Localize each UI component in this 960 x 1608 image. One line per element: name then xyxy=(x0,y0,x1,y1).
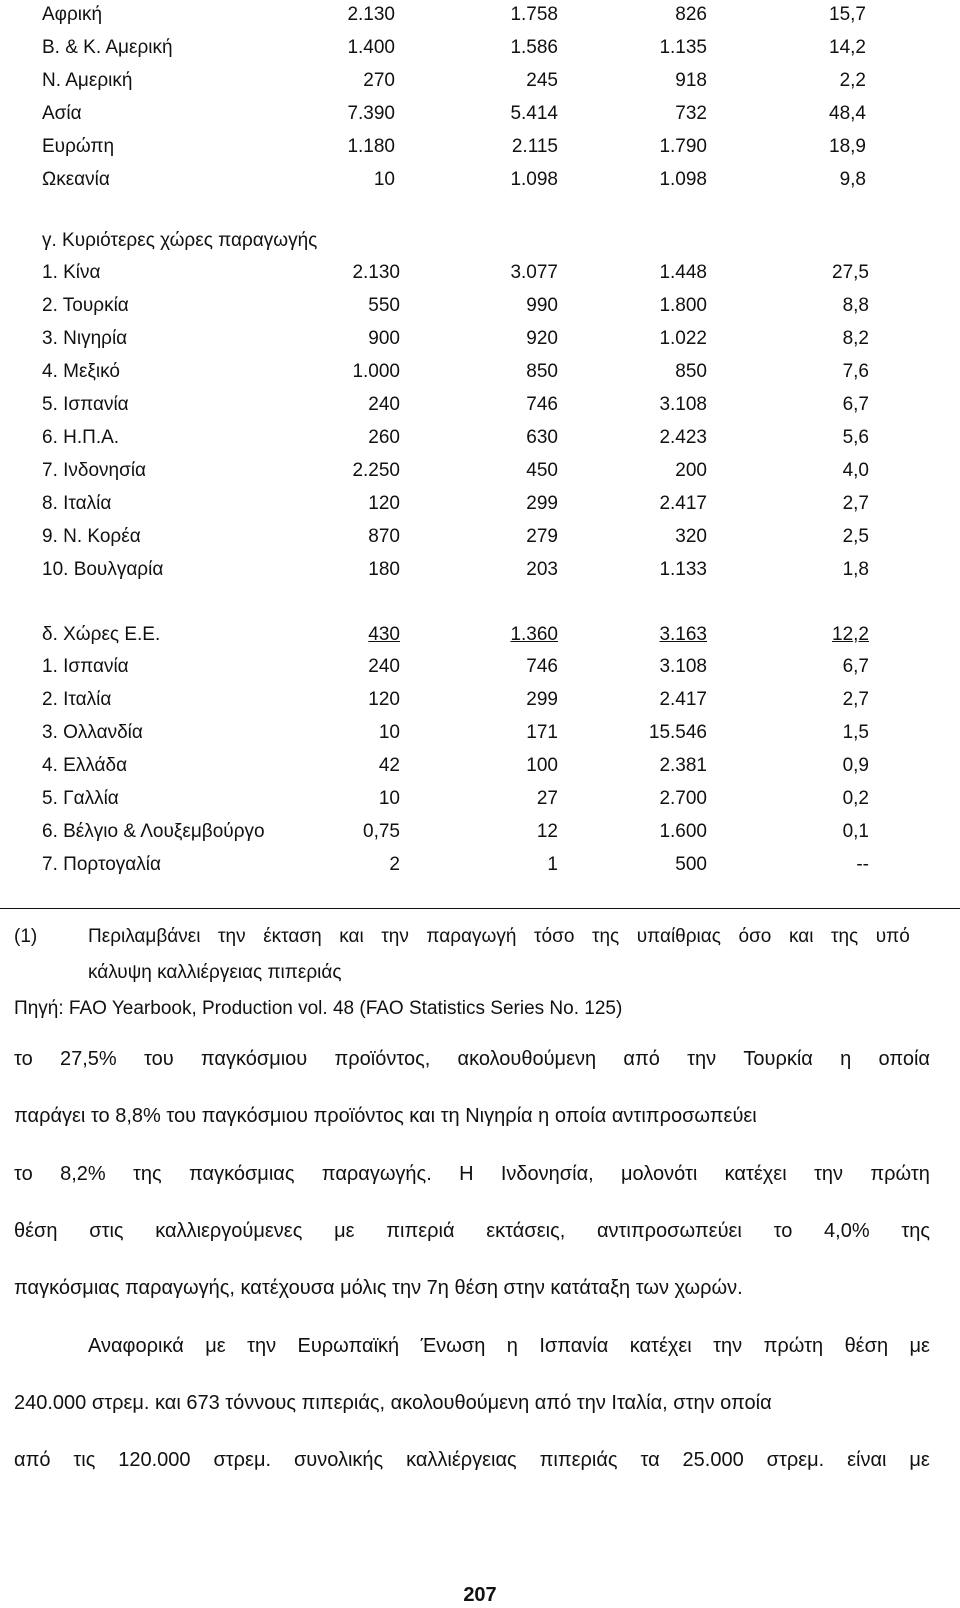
row-value-c4: 18,9 xyxy=(829,136,866,157)
row-value-c3: 1.133 xyxy=(659,559,707,580)
row-value-c3: 3.163 xyxy=(659,624,707,645)
table-row xyxy=(0,751,960,781)
body-line: 240.000 στρεμ. και 673 τόννους πιπεριάς, ακολουθούμενη από την Ιταλία, στην οποία xyxy=(14,1392,772,1414)
row-label: Ευρώπη xyxy=(42,136,115,157)
table-row xyxy=(0,165,960,195)
row-label: 6. Βέλγιο & Λουξεμβούργο xyxy=(42,821,265,842)
row-value-c2: 299 xyxy=(526,689,558,710)
row-value-c4: 6,7 xyxy=(842,656,869,677)
row-value-c4: 1,8 xyxy=(842,559,869,580)
row-value-c2: 920 xyxy=(526,328,558,349)
row-value-c4: 2,7 xyxy=(842,493,869,514)
row-value-c3: 1.800 xyxy=(659,295,707,316)
row-value-c1: 2.130 xyxy=(347,4,395,25)
row-value-c2: 1.360 xyxy=(510,624,558,645)
table-row xyxy=(0,258,960,288)
row-value-c4: 48,4 xyxy=(829,103,866,124)
row-label: 9. Ν. Κορέα xyxy=(42,526,141,547)
row-value-c4: 8,2 xyxy=(842,328,869,349)
table-row xyxy=(0,291,960,321)
row-label: 5. Γαλλία xyxy=(42,788,119,809)
row-value-c3: 1.135 xyxy=(659,37,707,58)
footnote-text-line1: Περιλαμβάνει την έκταση και την παραγωγή τόσο της υπαίθριας όσο και της υπό xyxy=(88,926,910,947)
row-value-c2: 1.758 xyxy=(510,4,558,25)
table-row xyxy=(0,66,960,96)
page-number: 207 xyxy=(463,1584,497,1606)
row-value-c2: 27 xyxy=(536,788,558,809)
row-value-c1: 1.000 xyxy=(352,361,400,382)
row-value-c2: 630 xyxy=(526,427,558,448)
row-value-c3: 200 xyxy=(675,460,707,481)
row-value-c4: 7,6 xyxy=(842,361,869,382)
table-row xyxy=(0,652,960,682)
table-row xyxy=(0,357,960,387)
table-row xyxy=(0,33,960,63)
table-row xyxy=(0,555,960,585)
table-row xyxy=(0,0,960,30)
row-value-c1: 1.180 xyxy=(347,136,395,157)
source-note: Πηγή: FAO Yearbook, Production vol. 48 (FAO Statistics Series No. 125) xyxy=(14,998,623,1019)
row-value-c4: 4,0 xyxy=(842,460,869,481)
table-row xyxy=(0,817,960,847)
row-value-c4: 5,6 xyxy=(842,427,869,448)
row-label: 10. Βουλγαρία xyxy=(42,559,164,580)
row-label: 3. Ολλανδία xyxy=(42,722,143,743)
table-row xyxy=(0,685,960,715)
row-value-c3: 1.448 xyxy=(659,262,707,283)
row-value-c1: 10 xyxy=(373,169,395,190)
row-value-c1: 240 xyxy=(368,394,400,415)
row-label: 4. Μεξικό xyxy=(42,361,120,382)
row-value-c2: 171 xyxy=(526,722,558,743)
footnote-text-line2: κάλυψη καλλιέργειας πιπεριάς xyxy=(88,962,342,983)
row-value-c3: 2.417 xyxy=(659,493,707,514)
row-label: δ. Χώρες Ε.Ε. xyxy=(42,624,161,645)
row-value-c1: 2.130 xyxy=(352,262,400,283)
row-value-c2: 299 xyxy=(526,493,558,514)
row-value-c2: 279 xyxy=(526,526,558,547)
row-value-c1: 180 xyxy=(368,559,400,580)
row-value-c3: 3.108 xyxy=(659,394,707,415)
table-row xyxy=(0,390,960,420)
table-row xyxy=(0,423,960,453)
table-bottom-rule xyxy=(0,908,960,909)
row-value-c3: 15.546 xyxy=(648,722,707,743)
row-value-c1: 270 xyxy=(363,70,395,91)
row-value-c2: 746 xyxy=(526,394,558,415)
row-value-c1: 240 xyxy=(368,656,400,677)
row-value-c3: 1.600 xyxy=(659,821,707,842)
row-value-c3: 1.790 xyxy=(659,136,707,157)
row-value-c4: 2,5 xyxy=(842,526,869,547)
row-value-c4: 15,7 xyxy=(829,4,866,25)
row-value-c2: 1.586 xyxy=(510,37,558,58)
row-value-c3: 826 xyxy=(675,4,707,25)
table-row xyxy=(0,324,960,354)
row-value-c1: 10 xyxy=(378,788,400,809)
row-value-c1: 900 xyxy=(368,328,400,349)
row-value-c2: 746 xyxy=(526,656,558,677)
row-value-c4: -- xyxy=(856,854,869,875)
body-line: το 8,2% της παγκόσμιας παραγωγής. Η Ινδονησία, μολονότι κατέχει την πρώτη xyxy=(14,1163,930,1185)
row-value-c1: 120 xyxy=(368,493,400,514)
row-value-c4: 2,2 xyxy=(839,70,866,91)
body-line: από τις 120.000 στρεμ. συνολικής καλλιέργειας πιπεριάς τα 25.000 στρεμ. είναι με xyxy=(14,1449,930,1471)
row-value-c3: 500 xyxy=(675,854,707,875)
producers-heading: γ. Κυριότερες χώρες παραγωγής xyxy=(42,230,318,251)
row-value-c1: 2 xyxy=(389,854,400,875)
row-value-c1: 120 xyxy=(368,689,400,710)
row-value-c4: 6,7 xyxy=(842,394,869,415)
row-value-c4: 1,5 xyxy=(842,722,869,743)
row-label: Β. & Κ. Αμερική xyxy=(42,37,173,58)
row-label: 4. Ελλάδα xyxy=(42,755,128,776)
row-value-c2: 1.098 xyxy=(510,169,558,190)
body-line: το 27,5% του παγκόσμιου προϊόντος, ακολουθούμενη από την Τουρκία η οποία xyxy=(14,1048,930,1070)
table-row xyxy=(0,620,960,650)
row-label: Ασία xyxy=(42,103,82,124)
row-value-c1: 430 xyxy=(368,624,400,645)
row-value-c3: 732 xyxy=(675,103,707,124)
row-value-c4: 0,9 xyxy=(842,755,869,776)
row-value-c4: 14,2 xyxy=(829,37,866,58)
row-value-c4: 9,8 xyxy=(839,169,866,190)
row-value-c3: 2.381 xyxy=(659,755,707,776)
row-label: 1. Κίνα xyxy=(42,262,101,283)
table-row xyxy=(0,489,960,519)
row-value-c1: 2.250 xyxy=(352,460,400,481)
row-value-c3: 3.108 xyxy=(659,656,707,677)
row-value-c3: 1.022 xyxy=(659,328,707,349)
row-value-c4: 0,1 xyxy=(842,821,869,842)
row-value-c4: 12,2 xyxy=(832,624,869,645)
row-value-c1: 260 xyxy=(368,427,400,448)
row-label: 3. Νιγηρία xyxy=(42,328,128,349)
footnote-marker: (1) xyxy=(14,926,38,947)
row-value-c3: 1.098 xyxy=(659,169,707,190)
row-value-c3: 2.423 xyxy=(659,427,707,448)
row-value-c1: 0,75 xyxy=(363,821,400,842)
row-value-c2: 3.077 xyxy=(510,262,558,283)
row-label: 7. Πορτογαλία xyxy=(42,854,161,875)
row-value-c1: 10 xyxy=(378,722,400,743)
body-line: Αναφορικά με την Ευρωπαϊκή Ένωση η Ισπανία κατέχει την πρώτη θέση με xyxy=(88,1335,930,1357)
row-value-c2: 12 xyxy=(536,821,558,842)
table-row xyxy=(0,522,960,552)
row-label: Ωκεανία xyxy=(42,169,110,190)
row-label: 2. Ιταλία xyxy=(42,689,112,710)
row-label: 8. Ιταλία xyxy=(42,493,112,514)
row-value-c2: 100 xyxy=(526,755,558,776)
row-value-c3: 918 xyxy=(675,70,707,91)
table-row xyxy=(0,99,960,129)
body-line: θέση στις καλλιεργούμενες με πιπεριά εκτάσεις, αντιπροσωπεύει το 4,0% της xyxy=(14,1220,930,1242)
row-value-c3: 850 xyxy=(675,361,707,382)
row-label: Αφρική xyxy=(42,4,103,25)
row-value-c2: 850 xyxy=(526,361,558,382)
row-value-c1: 1.400 xyxy=(347,37,395,58)
row-value-c2: 450 xyxy=(526,460,558,481)
row-value-c4: 2,7 xyxy=(842,689,869,710)
table-row xyxy=(0,132,960,162)
row-value-c2: 2.115 xyxy=(511,136,558,157)
row-value-c2: 203 xyxy=(526,559,558,580)
table-row xyxy=(0,850,960,880)
body-line: παράγει το 8,8% του παγκόσμιου προϊόντος και τη Νιγηρία η οποία αντιπροσωπεύει xyxy=(14,1105,757,1127)
row-value-c4: 27,5 xyxy=(832,262,869,283)
row-label: 7. Ινδονησία xyxy=(42,460,147,481)
row-value-c1: 870 xyxy=(368,526,400,547)
row-value-c1: 7.390 xyxy=(347,103,395,124)
body-line: παγκόσμιας παραγωγής, κατέχουσα μόλις την 7η θέση στην κατάταξη των χωρών. xyxy=(14,1277,743,1299)
row-value-c4: 0,2 xyxy=(842,788,869,809)
table-row xyxy=(0,456,960,486)
row-value-c3: 2.700 xyxy=(659,788,707,809)
row-value-c2: 245 xyxy=(526,70,558,91)
row-value-c3: 2.417 xyxy=(659,689,707,710)
table-row xyxy=(0,718,960,748)
row-label: 2. Τουρκία xyxy=(42,295,129,316)
row-value-c1: 42 xyxy=(378,755,400,776)
row-value-c3: 320 xyxy=(675,526,707,547)
row-label: 6. Η.Π.Α. xyxy=(42,427,120,448)
row-label: Ν. Αμερική xyxy=(42,70,133,91)
row-value-c2: 1 xyxy=(547,854,558,875)
row-value-c2: 990 xyxy=(526,295,558,316)
table-row xyxy=(0,784,960,814)
row-value-c4: 8,8 xyxy=(842,295,869,316)
row-value-c2: 5.414 xyxy=(510,103,558,124)
row-label: 5. Ισπανία xyxy=(42,394,129,415)
row-label: 1. Ισπανία xyxy=(42,656,129,677)
row-value-c1: 550 xyxy=(368,295,400,316)
